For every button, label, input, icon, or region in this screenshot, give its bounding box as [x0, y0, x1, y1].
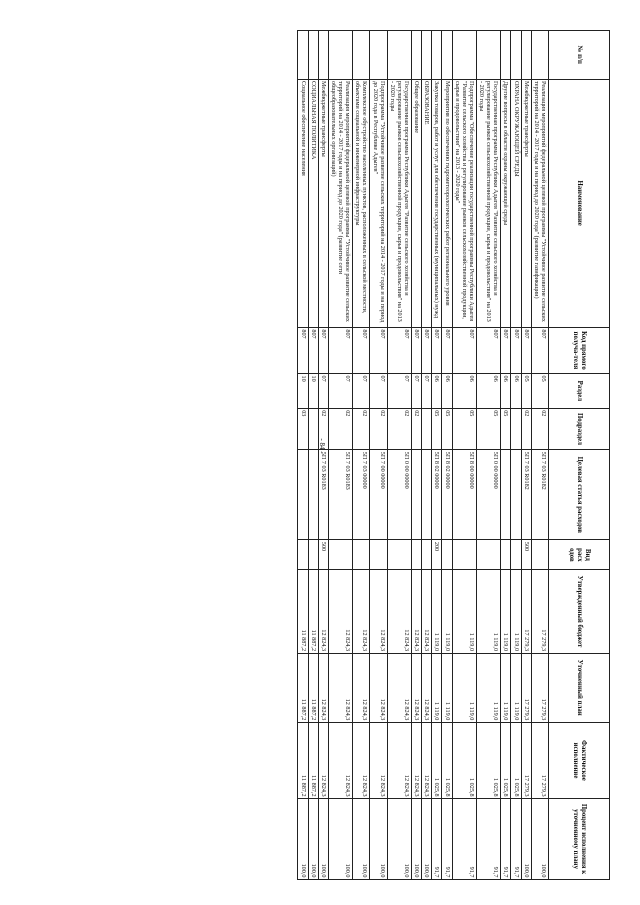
col-approved-budget-cell: 12 824,3 — [328, 570, 352, 653]
col-approved-budget-cell: 11 887,2 — [298, 570, 308, 653]
col-execution-percent-cell: 91,7 — [501, 799, 511, 880]
col-revised-plan-cell: 1 119,0 — [477, 653, 501, 722]
col-subsection-cell: 02 — [318, 408, 328, 450]
col-recipient-code-cell: 807 — [442, 327, 452, 373]
table-row — [501, 31, 511, 880]
col-approved-budget-cell: 12 824,3 — [370, 570, 387, 653]
table-row — [422, 31, 432, 880]
col-actual-execution-cell: 12 824,3 — [387, 722, 411, 798]
col-no-cell — [452, 31, 476, 80]
col-expense-type-cell — [298, 540, 308, 570]
col-revised-plan-cell: 12 824,3 — [387, 653, 411, 722]
col-no-cell — [308, 31, 318, 80]
col-no-header: № п/п — [549, 31, 610, 80]
col-actual-execution-cell: 1 025,8 — [452, 722, 476, 798]
col-subsection-header: Подраздел — [549, 408, 610, 450]
col-name-cell: Межбюджетные трансферты — [521, 79, 531, 327]
col-name-cell: Реализация мероприятий федеральной целевой программы "Устойчивое развитие сельских территорий на 2014 - 2017 годы и на период до 2020 года" (развитие сети общеобразовательных организаций) — [328, 79, 352, 327]
table-row — [511, 31, 521, 880]
col-expense-type-cell — [308, 540, 318, 570]
col-name-cell: Государственная программа Республики Адыгея "Развитие сельского хозяйства и регулирование рынков сельскохозяйственной продукции, сырья и продовольствия" на 2013 - 2020 годы — [387, 79, 411, 327]
table-row — [318, 31, 328, 880]
col-recipient-code-cell: 807 — [353, 327, 370, 373]
col-execution-percent-cell: 91,7 — [477, 799, 501, 880]
col-name-cell: Закупка товаров, работ и услуг для обеспечения государственных (муниципальных) нужд — [432, 79, 442, 327]
col-section-cell: 07 — [387, 374, 411, 409]
col-no-cell — [501, 31, 511, 80]
col-execution-percent-cell: 100,0 — [308, 799, 318, 880]
col-target-article-cell: 5П 0 00 00000 — [477, 450, 501, 540]
col-actual-execution-cell: 1 025,8 — [511, 722, 521, 798]
col-name-cell: Другие вопросы в области охраны окружающей среды — [501, 79, 511, 327]
col-subsection-cell: 05 — [477, 408, 501, 450]
col-subsection-cell: 03 — [298, 408, 308, 450]
col-execution-percent-cell: 100,0 — [521, 799, 531, 880]
col-execution-percent-cell: 91,7 — [511, 799, 521, 880]
col-recipient-code-cell: 807 — [432, 327, 442, 373]
col-recipient-code-cell: 807 — [328, 327, 352, 373]
col-section-cell: 06 — [501, 374, 511, 409]
col-no-cell — [387, 31, 411, 80]
col-expense-type-cell — [387, 540, 411, 570]
col-expense-type-cell: 200 — [432, 540, 442, 570]
col-no-cell — [477, 31, 501, 80]
col-target-article-cell — [412, 450, 422, 540]
col-expense-type-cell — [501, 540, 511, 570]
col-target-article-cell — [308, 450, 318, 540]
col-subsection-cell — [422, 408, 432, 450]
col-name-cell: Межбюджетные трансферты — [318, 79, 328, 327]
col-execution-percent-cell: 100,0 — [422, 799, 432, 880]
table-body — [298, 31, 549, 880]
table-row — [387, 31, 411, 880]
col-name-cell: Социальное обеспечение населения — [298, 79, 308, 327]
col-no-cell — [298, 31, 308, 80]
col-actual-execution-cell: 12 824,3 — [353, 722, 370, 798]
col-approved-budget-cell: 12 824,3 — [353, 570, 370, 653]
col-subsection-cell: 05 — [432, 408, 442, 450]
col-expense-type-cell — [452, 540, 476, 570]
col-name-cell: Подпрограмма "Обеспечение реализации государственной программы Республики Адыгея "Развитие сельского хозяйства и регулирование рынков сельскохозяйственной продукции, сырья и продовольствия" на 2013 - 2020 годы" — [452, 79, 476, 327]
col-execution-percent-cell: 100,0 — [298, 799, 308, 880]
col-revised-plan-cell: 12 824,3 — [422, 653, 432, 722]
col-execution-percent-cell: 100,0 — [353, 799, 370, 880]
col-approved-budget-cell: 11 887,2 — [308, 570, 318, 653]
col-target-article-cell — [422, 450, 432, 540]
col-recipient-code-cell: 807 — [412, 327, 422, 373]
col-section-cell: 06 — [511, 374, 521, 409]
col-actual-execution-cell: 11 887,2 — [308, 722, 318, 798]
col-no-cell — [432, 31, 442, 80]
col-name-cell: Комплексное обустройство населенных пунктов, расположенных в сельской местности, объектами социальной и инженерной инфраструктуры — [353, 79, 370, 327]
col-section-cell: 07 — [422, 374, 432, 409]
col-approved-budget-cell: 17 279,3 — [521, 570, 531, 653]
col-expense-type-cell — [370, 540, 387, 570]
col-actual-execution-cell: 1 025,8 — [432, 722, 442, 798]
col-subsection-cell: 02 — [387, 408, 411, 450]
col-expense-type-cell — [328, 540, 352, 570]
col-recipient-code-cell: 807 — [521, 327, 531, 373]
col-expense-type-cell — [531, 540, 548, 570]
col-no-cell — [511, 31, 521, 80]
col-execution-percent-cell: 91,7 — [432, 799, 442, 880]
col-target-article-cell: 5П 7 00 00000 — [370, 450, 387, 540]
col-target-article-cell: 5П 7 03 00000 — [353, 450, 370, 540]
col-revised-plan-cell: 12 824,3 — [370, 653, 387, 722]
col-subsection-cell: 02 — [353, 408, 370, 450]
col-target-article-cell: 5П 8 02 00000 — [442, 450, 452, 540]
col-revised-plan-cell: 11 887,2 — [308, 653, 318, 722]
col-approved-budget-cell: 12 824,3 — [387, 570, 411, 653]
col-approved-budget-cell: 1 119,0 — [452, 570, 476, 653]
table-row — [521, 31, 531, 880]
col-recipient-code-cell: 807 — [511, 327, 521, 373]
col-expense-type-cell — [442, 540, 452, 570]
col-recipient-code-cell: 807 — [318, 327, 328, 373]
col-approved-budget-cell: 1 119,0 — [511, 570, 521, 653]
col-section-cell: 06 — [432, 374, 442, 409]
table-row — [442, 31, 452, 880]
col-name-cell: Государственная программа Республики Адыгея "Развитие сельского хозяйства и регулирование рынков сельскохозяйственной продукции, сырья и продовольствия" на 2013 - 2020 годы — [477, 79, 501, 327]
col-no-cell — [422, 31, 432, 80]
col-section-cell: 10 — [298, 374, 308, 409]
col-subsection-cell — [511, 408, 521, 450]
col-revised-plan-header: Уточненный план — [549, 653, 610, 722]
col-target-article-cell — [501, 450, 511, 540]
col-actual-execution-cell: 1 025,8 — [501, 722, 511, 798]
col-target-article-cell: 5П 7 03 R0182 — [521, 450, 531, 540]
col-recipient-code-cell: 807 — [298, 327, 308, 373]
col-target-article-cell: 5П 7 03 R0183 — [328, 450, 352, 540]
col-expense-type-cell — [477, 540, 501, 570]
table-row — [452, 31, 476, 880]
col-execution-percent-cell: 91,7 — [442, 799, 452, 880]
col-revised-plan-cell: 17 279,3 — [521, 653, 531, 722]
page-number: - 84 - — [318, 438, 326, 454]
col-revised-plan-cell: 1 119,0 — [501, 653, 511, 722]
col-no-cell — [412, 31, 422, 80]
col-no-cell — [328, 31, 352, 80]
col-section-cell: 06 — [442, 374, 452, 409]
col-execution-percent-cell: 100,0 — [318, 799, 328, 880]
col-section-cell: 06 — [477, 374, 501, 409]
col-approved-budget-cell: 1 119,0 — [477, 570, 501, 653]
col-recipient-code-cell: 807 — [452, 327, 476, 373]
col-recipient-code-cell: 807 — [387, 327, 411, 373]
col-recipient-code-cell: 807 — [477, 327, 501, 373]
col-actual-execution-cell: 11 887,2 — [298, 722, 308, 798]
table-row — [298, 31, 308, 880]
col-recipient-code-cell: 807 — [531, 327, 548, 373]
col-no-cell — [318, 31, 328, 80]
col-actual-execution-cell: 12 824,3 — [370, 722, 387, 798]
col-approved-budget-cell: 17 279,3 — [531, 570, 548, 653]
col-name-header: Наименование — [549, 79, 610, 327]
col-name-cell: Подпрограмма "Устойчивое развитие сельских территорий на 2014 - 2017 годы и на период до 2020 года в Республике Адыгея" — [370, 79, 387, 327]
col-no-cell — [370, 31, 387, 80]
col-recipient-code-cell: 807 — [422, 327, 432, 373]
table-row — [370, 31, 387, 880]
col-approved-budget-cell: 12 824,3 — [412, 570, 422, 653]
col-actual-execution-cell: 12 824,3 — [318, 722, 328, 798]
col-no-cell — [442, 31, 452, 80]
col-section-cell: 10 — [308, 374, 318, 409]
col-actual-execution-cell: 17 279,3 — [531, 722, 548, 798]
table-header-row — [549, 31, 610, 880]
table-row — [412, 31, 422, 880]
col-target-article-header: Целевая статья расходов — [549, 450, 610, 540]
col-recipient-code-cell: 807 — [308, 327, 318, 373]
col-revised-plan-cell: 17 279,3 — [531, 653, 548, 722]
col-name-cell: СОЦИАЛЬНАЯ ПОЛИТИКА — [308, 79, 318, 327]
col-name-cell: ОБРАЗОВАНИЕ — [422, 79, 432, 327]
col-execution-percent-cell: 91,7 — [452, 799, 476, 880]
col-revised-plan-cell: 1 119,0 — [452, 653, 476, 722]
col-subsection-cell: 05 — [501, 408, 511, 450]
col-section-cell: 06 — [452, 374, 476, 409]
col-target-article-cell — [298, 450, 308, 540]
col-execution-percent-header: Процент исполнения к уточненному плану — [549, 799, 610, 880]
col-subsection-cell — [308, 408, 318, 450]
col-expense-type-cell — [422, 540, 432, 570]
col-revised-plan-cell: 12 824,3 — [318, 653, 328, 722]
col-approved-budget-cell: 1 119,0 — [442, 570, 452, 653]
col-name-cell: Реализация мероприятий федеральной целевой программы "Устойчивое развитие сельских территорий на 2014 - 2017 годы и на период до 2020 года" (развитие газификации) — [531, 79, 548, 327]
col-execution-percent-cell: 100,0 — [412, 799, 422, 880]
col-revised-plan-cell: 11 887,2 — [298, 653, 308, 722]
col-subsection-cell: 02 — [531, 408, 548, 450]
col-approved-budget-header: Утвержденный бюджет — [549, 570, 610, 653]
col-no-cell — [353, 31, 370, 80]
col-subsection-cell: 05 — [442, 408, 452, 450]
col-revised-plan-cell: 1 119,0 — [511, 653, 521, 722]
col-recipient-code-header: Код прямого получа-теля — [549, 327, 610, 373]
col-subsection-cell: 02 — [328, 408, 352, 450]
col-approved-budget-cell: 1 119,0 — [432, 570, 442, 653]
col-name-cell: Общее образование — [412, 79, 422, 327]
col-name-cell: Мероприятия по обеспечению гидрометеорологических работ регионального уровня — [442, 79, 452, 327]
col-expense-type-header: Вид расх одов — [549, 540, 610, 570]
table-row — [432, 31, 442, 880]
col-expense-type-cell: 500 — [521, 540, 531, 570]
col-actual-execution-cell: 12 824,3 — [328, 722, 352, 798]
col-section-cell: 05 — [521, 374, 531, 409]
col-name-cell: ОХРАНА ОКРУЖАЮЩЕЙ СРЕДЫ — [511, 79, 521, 327]
budget-table — [298, 30, 611, 880]
col-target-article-cell — [511, 450, 521, 540]
col-expense-type-cell: 500 — [318, 540, 328, 570]
table-row — [531, 31, 548, 880]
col-revised-plan-cell: 1 119,0 — [442, 653, 452, 722]
col-subsection-cell: 02 — [521, 408, 531, 450]
col-revised-plan-cell: 12 824,3 — [412, 653, 422, 722]
col-section-header: Раздел — [549, 374, 610, 409]
col-execution-percent-cell: 100,0 — [370, 799, 387, 880]
col-recipient-code-cell: 807 — [501, 327, 511, 373]
col-target-article-cell: 5П 8 02 00000 — [432, 450, 442, 540]
col-no-cell — [531, 31, 548, 80]
col-no-cell — [521, 31, 531, 80]
col-actual-execution-cell: 12 824,3 — [422, 722, 432, 798]
col-target-article-cell: 5П 7 03 R0183 — [318, 450, 328, 540]
table-row — [353, 31, 370, 880]
col-target-article-cell: 5П 8 00 00000 — [452, 450, 476, 540]
col-approved-budget-cell: 12 824,3 — [318, 570, 328, 653]
table-row — [328, 31, 352, 880]
col-section-cell: 05 — [531, 374, 548, 409]
table-row — [308, 31, 318, 880]
col-execution-percent-cell: 100,0 — [328, 799, 352, 880]
col-section-cell: 07 — [412, 374, 422, 409]
col-section-cell: 07 — [328, 374, 352, 409]
col-actual-execution-header: Фактическое исполнение — [549, 722, 610, 798]
col-actual-execution-cell: 1 025,8 — [442, 722, 452, 798]
col-subsection-cell: 02 — [370, 408, 387, 450]
budget-table-rotated — [50, 30, 610, 880]
table-row — [477, 31, 501, 880]
col-execution-percent-cell: 100,0 — [387, 799, 411, 880]
col-revised-plan-cell: 12 824,3 — [328, 653, 352, 722]
col-actual-execution-cell: 1 025,8 — [477, 722, 501, 798]
col-recipient-code-cell: 807 — [370, 327, 387, 373]
col-revised-plan-cell: 1 119,0 — [432, 653, 442, 722]
col-target-article-cell: 5П 0 00 00000 — [387, 450, 411, 540]
col-section-cell: 07 — [353, 374, 370, 409]
col-expense-type-cell — [353, 540, 370, 570]
col-revised-plan-cell: 12 824,3 — [353, 653, 370, 722]
col-approved-budget-cell: 12 824,3 — [422, 570, 432, 653]
col-expense-type-cell — [511, 540, 521, 570]
col-approved-budget-cell: 1 119,0 — [501, 570, 511, 653]
col-section-cell: 07 — [370, 374, 387, 409]
col-target-article-cell: 5П 7 03 R0182 — [531, 450, 548, 540]
col-subsection-cell: 02 — [412, 408, 422, 450]
col-subsection-cell: 05 — [452, 408, 476, 450]
col-section-cell: 07 — [318, 374, 328, 409]
col-execution-percent-cell: 100,0 — [531, 799, 548, 880]
col-actual-execution-cell: 17 279,3 — [521, 722, 531, 798]
col-actual-execution-cell: 12 824,3 — [412, 722, 422, 798]
col-expense-type-cell — [412, 540, 422, 570]
